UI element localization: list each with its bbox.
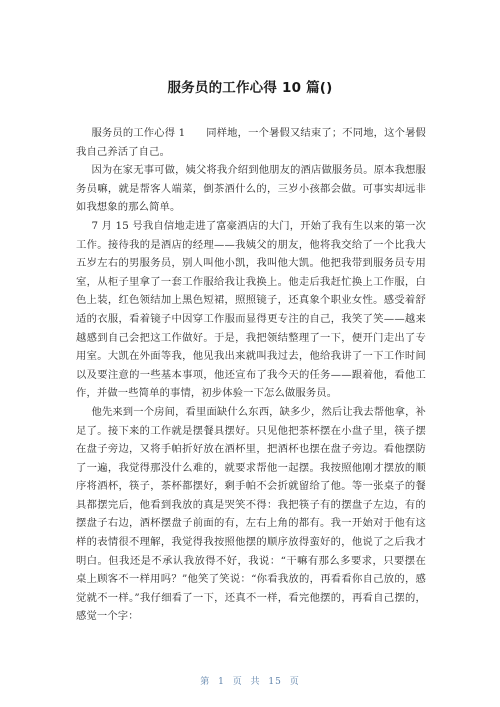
paragraph: 7 月 15 号我自信地走进了富豪酒店的大门，开始了我有生以来的第一次工作。接待我的是酒店的经理——我姨父的朋友，他将我交给了一个比我大五岁左右的男服务员，别人叫他小凯，我叫他大凯。他把我带到服务员专用室，从柜子里拿了一套工作服给我让我换上。他走后我赶忙换上工作服，白色上装，红色领结加上黑色短裙，照照镜子，还真象个职业女性。感受着舒适的衣服，看着镜子中因穿工作服而显得更专注的自己，我笑了笑——越来越感到自己会把这工作做好。于是，我把领结整理了一下，便开门走出了专用室。大凯在外面等我，他见我出来就叫我过去，他给我讲了一下工作时间以及要注意的一些基本事项，他还宣布了我今天的任务——跟着他，看他工作，并做一些简单的事情，初步体验一下怎么做服务员。 bbox=[76, 219, 426, 400]
paragraph: 服务员的工作心得 1 同样地，一个暑假又结束了；不同地，这个暑假我自己养活了自己。 bbox=[76, 127, 426, 158]
page-number-footer: 第 1 页 共 15 页 bbox=[200, 677, 300, 687]
document-body bbox=[76, 124, 426, 626]
paragraph: 因为在家无事可做，姨父将我介绍到他朋友的酒店做服务员。原本我想服务员嘛，就是帮客人端菜，倒茶酒什么的，三岁小孩都会做。可事实却远非如我想象的那么简单。 bbox=[76, 164, 426, 214]
paragraph: 他先来到一个房间，看里面缺什么东西，缺多少，然后让我去帮他拿，补足了。接下来的工作就是摆餐具摆好。只见他把茶杯摆在小盘子里，筷子摆在盘子旁边，又将手帕折好放在酒杯里，把酒杯也摆在盘子旁边。看他摆防了一遍，我觉得那没什么难的，就要求帮他一起摆。我按照他刚才摆放的顺序将酒杯，筷子，茶杯都摆好，剩手帕不会折就留给了他。等一张桌子的餐具都摆完后，他看到我放的真是哭笑不得：我把筷子有的摆盘子左边，有的摆盘子右边，酒杯摆盘子前面的有，左右上角的都有。我一开始对于他有这样的表情很不理解，我觉得我按照他摆的顺序放得蛮好的，他说了之后我才明白。但我还是不承认我放得不好，我说：“干嘛有那么多要求，只要摆在桌上顾客不一样用吗？”他笑了笑说：“你看我放的，再看看你自己放的，感觉就不一样。”我仔细看了一下，还真不一样，看完他摆的，再看自己摆的，感觉一个字： bbox=[76, 405, 426, 623]
document-title: 服务员的工作心得 10 篇() bbox=[167, 80, 333, 96]
